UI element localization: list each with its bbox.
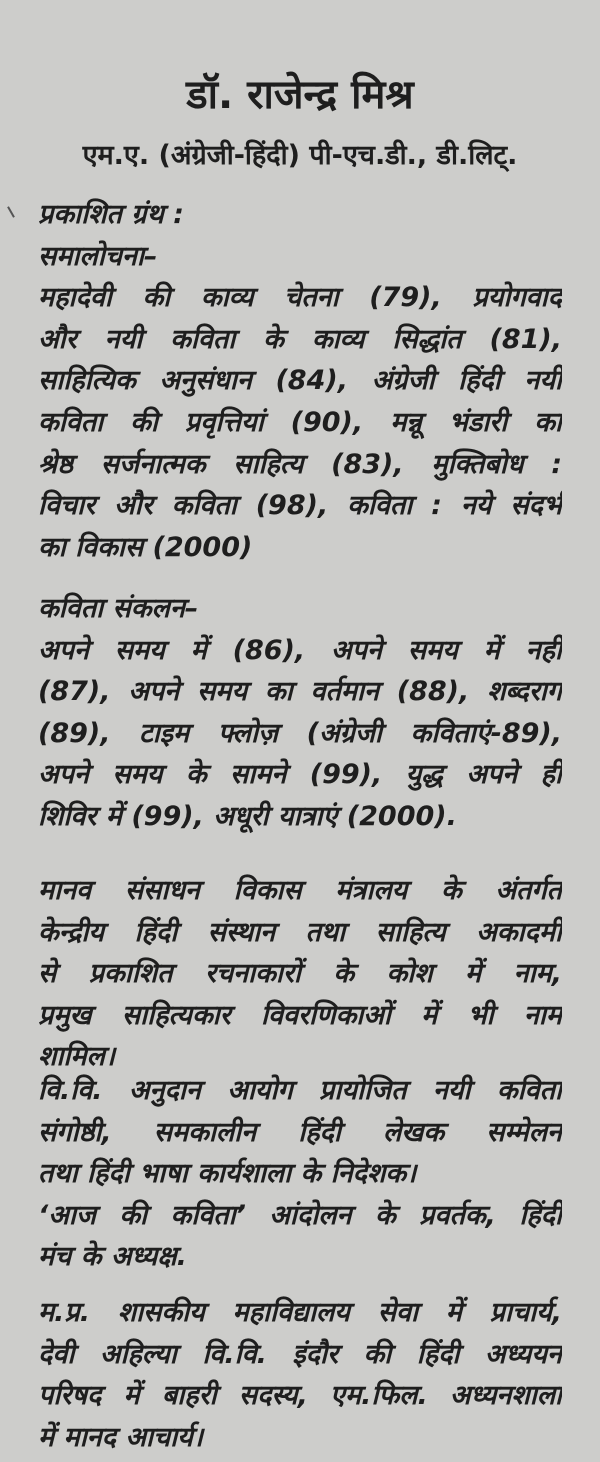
text-line: महादेवी की काव्य चेतना (79), प्रयोगवाद <box>38 282 562 314</box>
poetry-collections <box>38 588 562 838</box>
subsection-heading: कविता संकलन– <box>38 593 199 624</box>
text-line: साहित्यिक अनुसंधान (84), अंग्रेजी हिंदी नयी <box>38 365 562 397</box>
text-line: केन्द्रीय हिंदी संस्थान तथा साहित्य अकादमी <box>38 916 562 948</box>
activities-paragraph <box>38 1070 562 1278</box>
text-line: ‘आज की कविता’ आंदोलन के प्रवर्तक, हिंदी <box>38 1199 562 1231</box>
text-line: संगोष्ठी, समकालीन हिंदी लेखक सम्मेलन <box>38 1116 562 1148</box>
career-paragraph <box>38 1292 562 1458</box>
text-line: अपने समय में (86), अपने समय में नहीं <box>38 634 562 666</box>
text-line: शिविर में (99), अधूरी यात्राएं (2000). <box>38 800 457 832</box>
text-line: में मानद आचार्य। <box>38 1421 204 1453</box>
recognition-paragraph <box>38 870 562 1078</box>
published-works-criticism <box>38 194 562 568</box>
text-line: अपने समय के सामने (99), युद्ध अपने ही <box>38 759 562 791</box>
text-line: विचार और कविता (98), कविता : नये संदर्भ <box>38 490 562 522</box>
section-heading: प्रकाशित ग्रंथ : <box>38 199 184 230</box>
text-line: मानव संसाधन विकास मंत्रालय के अंतर्गत <box>38 875 562 906</box>
subsection-heading: समालोचना– <box>38 240 158 272</box>
text-line: शामिल। <box>38 1041 116 1073</box>
text-line: श्रेष्ठ सर्जनात्मक साहित्य (83), मुक्तिबोध : <box>38 448 562 480</box>
text-line: (89), टाइम फ्लोज़ (अंग्रेजी कविताएं-89), <box>38 717 562 749</box>
text-line: कविता की प्रवृत्तियां (90), मन्नू भंडारी का <box>38 406 562 438</box>
text-line: प्रमुख साहित्यकार विवरणिकाओं में भी नाम <box>38 999 562 1031</box>
text-line: और नयी कविता के काव्य सिद्धांत (81), <box>38 323 562 355</box>
scan-mark <box>7 206 15 217</box>
text-line: तथा हिंदी भाषा कार्यशाला के निदेशक। <box>38 1158 417 1190</box>
text-line: से प्रकाशित रचनाकारों के कोश में नाम, <box>38 958 562 990</box>
text-line: (87), अपने समय का वर्तमान (88), शब्दराग <box>38 676 562 708</box>
text-line: मंच के अध्यक्ष. <box>38 1241 187 1273</box>
text-line: का विकास (2000) <box>38 531 253 563</box>
text-line: परिषद में बाहरी सदस्य, एम.फिल. अध्यनशाला <box>38 1380 562 1412</box>
author-degrees: एम.ए. (अंग्रेजी-हिंदी) पी-एच.डी., डी.लिट्. <box>82 140 518 171</box>
text-line: देवी अहिल्या वि.वि. इंदौर की हिंदी अध्ययन <box>38 1338 562 1370</box>
text-line: म.प्र. शासकीय महाविद्यालय सेवा में प्राचार्य, <box>38 1297 562 1328</box>
author-name: डॉ. राजेन्द्र मिश्र <box>186 72 414 118</box>
text-line: वि.वि. अनुदान आयोग प्रायोजित नयी कविता <box>38 1075 562 1106</box>
